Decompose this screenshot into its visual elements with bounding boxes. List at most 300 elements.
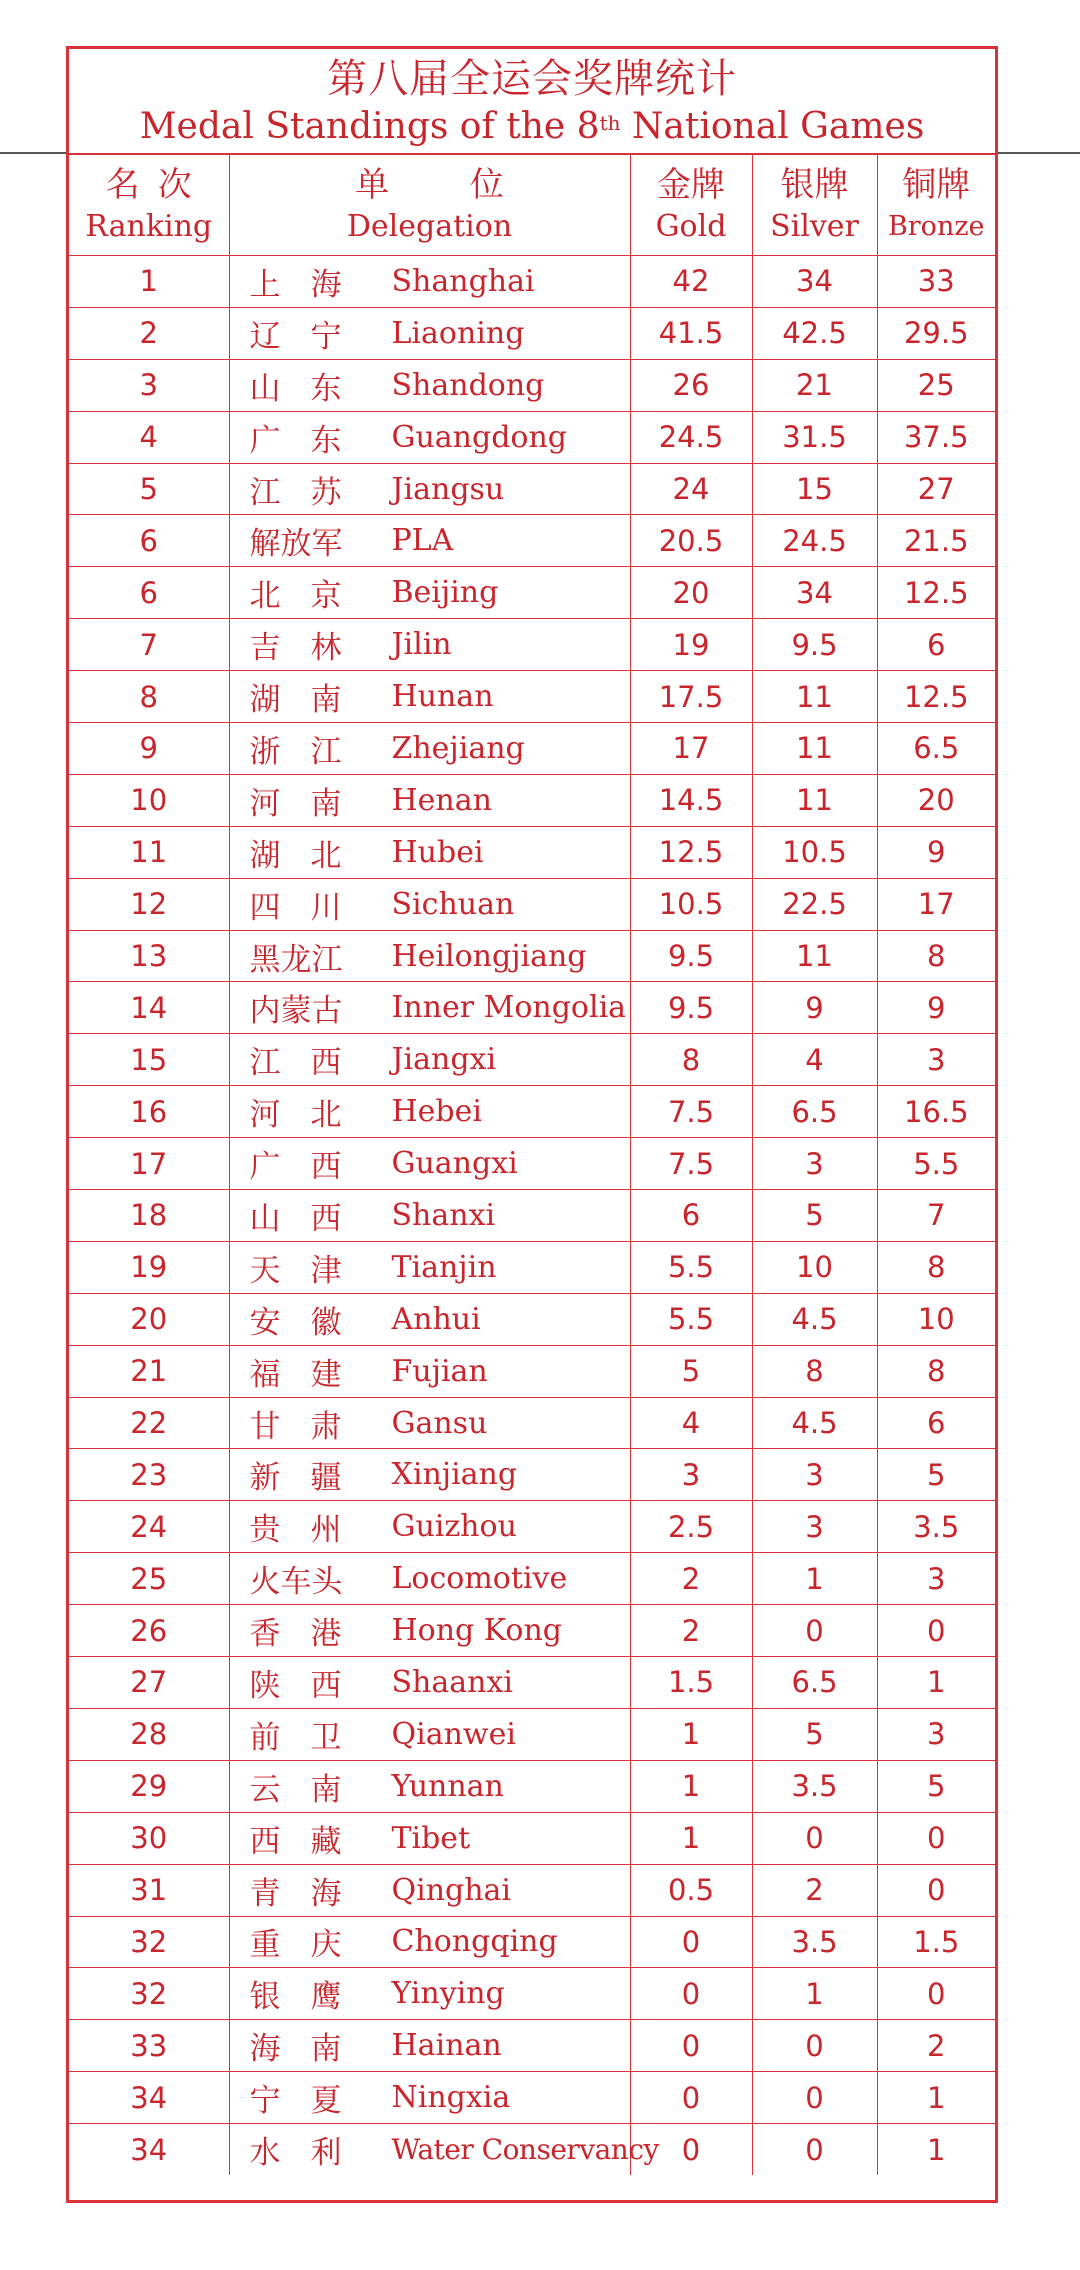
delegation-cell [229,411,630,463]
gold-cell: 0 [630,1916,752,1968]
delegation-chinese: 山 西 [249,1200,342,1237]
delegation-cell [229,1916,630,1968]
gold-cell: 5.5 [630,1241,752,1293]
bronze-cell: 8 [877,930,995,982]
delegation-english: Jilin [391,627,452,663]
table-row [69,1034,995,1086]
silver-cell: 3.5 [752,1760,877,1812]
delegation-chinese: 前 卫 [249,1719,342,1756]
delegation-cell [229,1605,630,1657]
delegation-chinese: 广 西 [249,1149,342,1186]
delegation-english: Tianjin [391,1249,497,1285]
silver-cell: 3 [752,1501,877,1553]
rank-cell: 12 [69,878,229,930]
delegation-cell [229,1397,630,1449]
rank-cell: 21 [69,1345,229,1397]
table-row [69,826,995,878]
silver-cell: 24.5 [752,515,877,567]
delegation-chinese: 天 津 [249,1252,342,1289]
delegation-chinese: 浙 江 [249,733,342,770]
gold-cell: 0 [630,2124,752,2175]
delegation-cell [229,619,630,671]
silver-cell: 11 [752,723,877,775]
rank-cell: 24 [69,1501,229,1553]
rank-cell: 7 [69,619,229,671]
gold-cell: 3 [630,1449,752,1501]
delegation-english: Hong Kong [391,1613,562,1649]
delegation-cell [229,1345,630,1397]
gold-cell: 9.5 [630,982,752,1034]
delegation-english: Guizhou [391,1509,517,1545]
delegation-english: Gansu [391,1405,488,1441]
delegation-chinese: 宁 夏 [249,2083,342,2120]
bronze-cell: 3 [877,1034,995,1086]
silver-cell: 21 [752,359,877,411]
delegation-chinese: 黑龙江 [249,941,343,978]
rank-cell: 6 [69,515,229,567]
delegation-english: Locomotive [391,1561,568,1597]
bronze-cell: 17 [877,878,995,930]
delegation-cell [229,774,630,826]
bronze-cell: 3 [877,1708,995,1760]
delegation-cell [229,1760,630,1812]
bronze-cell: 12.5 [877,671,995,723]
delegation-chinese: 青 海 [249,1875,342,1912]
header-bronze-en: Bronze [887,211,985,242]
rank-cell: 14 [69,982,229,1034]
silver-cell: 11 [752,774,877,826]
medal-table [69,155,995,2175]
gold-cell: 12.5 [630,826,752,878]
delegation-english: Guangxi [391,1146,518,1182]
silver-cell: 4.5 [752,1293,877,1345]
gold-cell: 5 [630,1345,752,1397]
delegation-english: Ningxia [391,2080,511,2116]
silver-cell: 4.5 [752,1397,877,1449]
delegation-chinese: 香 港 [249,1616,342,1653]
bronze-cell: 6.5 [877,723,995,775]
header-ranking-cn: 名次 [105,165,210,205]
table-row [69,1086,995,1138]
bronze-cell: 6 [877,619,995,671]
table-body [69,256,995,2175]
table-row [69,567,995,619]
silver-cell: 4 [752,1034,877,1086]
silver-cell: 3.5 [752,1916,877,1968]
delegation-chinese: 银 鹰 [249,1979,342,2016]
delegation-cell [229,567,630,619]
delegation-english: Inner Mongolia [391,990,627,1026]
rank-cell: 30 [69,1812,229,1864]
delegation-cell [229,2124,659,2175]
rank-cell: 10 [69,774,229,826]
bronze-cell: 5 [877,1449,995,1501]
silver-cell: 9.5 [752,619,877,671]
rank-cell: 18 [69,1190,229,1242]
title-chinese: 第八届全运会奖牌统计 [327,56,737,102]
gold-cell: 20.5 [630,515,752,567]
delegation-chinese: 云 南 [249,1771,342,1808]
gold-cell: 1 [630,1760,752,1812]
rank-cell: 23 [69,1449,229,1501]
delegation-chinese: 安 徽 [249,1304,342,1341]
table-row [69,411,995,463]
header-gold [630,155,752,256]
bronze-cell: 2 [877,2020,995,2072]
delegation-chinese: 吉 林 [249,630,342,667]
table-row [69,1968,995,2020]
delegation-chinese: 陕 西 [249,1667,342,1704]
bronze-cell: 37.5 [877,411,995,463]
bronze-cell: 12.5 [877,567,995,619]
rank-cell: 22 [69,1397,229,1449]
delegation-english: Chongqing [391,1924,558,1960]
gold-cell: 8 [630,1034,752,1086]
bronze-cell: 16.5 [877,1086,995,1138]
silver-cell: 11 [752,930,877,982]
gold-cell: 0 [630,2072,752,2124]
delegation-cell [229,1864,630,1916]
table-row [69,1605,995,1657]
gold-cell: 0.5 [630,1864,752,1916]
header-silver-cn: 银牌 [780,165,849,205]
delegation-cell [229,982,630,1034]
gold-cell: 42 [630,256,752,308]
bronze-cell: 3 [877,1553,995,1605]
delegation-english: Hebei [391,1094,482,1130]
table-row [69,878,995,930]
gold-cell: 10.5 [630,878,752,930]
delegation-chinese: 福 建 [249,1356,342,1393]
rank-cell: 16 [69,1086,229,1138]
delegation-cell [229,826,630,878]
delegation-english: Guangdong [391,419,567,455]
delegation-chinese: 水 利 [249,2135,342,2171]
silver-cell: 34 [752,567,877,619]
delegation-cell [229,1034,630,1086]
delegation-chinese: 新 疆 [249,1460,342,1497]
silver-cell: 6.5 [752,1657,877,1709]
delegation-english: Tibet [391,1820,471,1856]
silver-cell: 0 [752,2124,877,2175]
delegation-chinese: 江 西 [249,1045,342,1082]
delegation-chinese: 火车头 [249,1564,343,1601]
delegation-english: Beijing [391,575,499,611]
delegation-chinese: 辽 宁 [249,318,342,355]
table-row [69,1345,995,1397]
rank-cell: 13 [69,930,229,982]
delegation-cell [229,671,630,723]
table-row [69,671,995,723]
delegation-chinese: 贵 州 [249,1512,342,1549]
delegation-chinese: 西 藏 [249,1823,342,1860]
gold-cell: 24 [630,463,752,515]
header-delegation [229,155,630,256]
delegation-chinese: 河 北 [249,1097,342,1134]
gold-cell: 14.5 [630,774,752,826]
table-row [69,2072,995,2124]
delegation-chinese: 北 京 [249,578,342,615]
silver-cell: 5 [752,1708,877,1760]
table-row [69,982,995,1034]
silver-cell: 34 [752,256,877,308]
rank-cell: 26 [69,1605,229,1657]
silver-cell: 2 [752,1864,877,1916]
header-gold-en: Gold [655,209,727,244]
header-ranking-en: Ranking [85,209,213,244]
delegation-cell [229,1190,630,1242]
delegation-english: Shandong [391,367,545,403]
bronze-cell: 6 [877,1397,995,1449]
table-row [69,1553,995,1605]
delegation-chinese: 海 南 [249,2031,342,2068]
delegation-cell [229,2020,630,2072]
bronze-cell: 1 [877,2072,995,2124]
bronze-cell: 0 [877,1812,995,1864]
bronze-cell: 21.5 [877,515,995,567]
silver-cell: 0 [752,2072,877,2124]
rank-cell: 2 [69,307,229,359]
delegation-chinese: 河 南 [249,785,342,822]
delegation-english: Shanxi [391,1197,496,1233]
bronze-cell: 29.5 [877,307,995,359]
delegation-english: Yunnan [391,1768,504,1804]
table-row [69,1293,995,1345]
delegation-english: Henan [391,782,492,818]
header-bronze [877,155,995,256]
table-row [69,1708,995,1760]
rank-cell: 5 [69,463,229,515]
delegation-english: Sichuan [391,886,515,922]
delegation-english: Water Conservancy [391,2133,659,2166]
silver-cell: 3 [752,1449,877,1501]
table-row [69,463,995,515]
silver-cell: 6.5 [752,1086,877,1138]
rank-cell: 28 [69,1708,229,1760]
bronze-cell: 1 [877,1657,995,1709]
delegation-chinese: 四 川 [249,889,342,926]
table-row [69,774,995,826]
silver-cell: 10 [752,1241,877,1293]
gold-cell: 1 [630,1708,752,1760]
table-row [69,723,995,775]
bronze-cell: 9 [877,982,995,1034]
table-row [69,619,995,671]
rank-cell: 34 [69,2124,229,2175]
delegation-cell [229,1708,630,1760]
delegation-cell [229,256,630,308]
delegation-chinese: 湖 北 [249,837,342,874]
delegation-english: Heilongjiang [391,938,587,974]
delegation-english: Hubei [391,834,484,870]
title-english-main: Medal Standings of the 8 [139,106,600,147]
bronze-cell: 27 [877,463,995,515]
delegation-cell [229,1138,630,1190]
delegation-english: Anhui [391,1301,481,1337]
title-english [69,105,995,149]
delegation-cell [229,1968,630,2020]
delegation-chinese: 山 东 [249,370,342,407]
delegation-english: Fujian [391,1353,488,1389]
table-row [69,1501,995,1553]
rank-cell: 1 [69,256,229,308]
silver-cell: 15 [752,463,877,515]
bronze-cell: 8 [877,1345,995,1397]
delegation-english: Xinjiang [391,1457,518,1493]
delegation-english: Qinghai [391,1872,512,1908]
bronze-cell: 0 [877,1605,995,1657]
bronze-cell: 20 [877,774,995,826]
rank-cell: 29 [69,1760,229,1812]
delegation-english: Liaoning [391,315,525,351]
gold-cell: 19 [630,619,752,671]
bronze-cell: 8 [877,1241,995,1293]
bronze-cell: 3.5 [877,1501,995,1553]
gold-cell: 2 [630,1605,752,1657]
table-row [69,1812,995,1864]
delegation-cell [229,1501,630,1553]
header-delegation-cn: 单 位 [355,165,504,205]
gold-cell: 0 [630,1968,752,2020]
rank-cell: 34 [69,2072,229,2124]
header-ranking [69,155,229,256]
rank-cell: 25 [69,1553,229,1605]
title-english-tail: National Games [620,106,925,147]
delegation-chinese: 上 海 [249,266,342,303]
gold-cell: 4 [630,1397,752,1449]
table-row [69,1241,995,1293]
bronze-cell: 25 [877,359,995,411]
delegation-english: Jiangsu [391,471,505,507]
delegation-english: Yinying [391,1976,505,2012]
rank-cell: 32 [69,1968,229,2020]
delegation-chinese: 广 东 [249,422,342,459]
delegation-english: Hunan [391,679,494,715]
silver-cell: 42.5 [752,307,877,359]
medal-table-document [66,46,998,2203]
silver-cell: 1 [752,1968,877,2020]
rank-cell: 17 [69,1138,229,1190]
delegation-cell [229,307,630,359]
gold-cell: 24.5 [630,411,752,463]
bronze-cell: 33 [877,256,995,308]
delegation-english: Shanghai [391,263,535,299]
title-block [69,49,995,155]
delegation-cell [229,463,630,515]
delegation-cell [229,515,630,567]
title-english-superscript: th [599,111,621,135]
rank-cell: 33 [69,2020,229,2072]
bronze-cell: 7 [877,1190,995,1242]
delegation-chinese: 内蒙古 [249,993,343,1030]
table-row [69,1657,995,1709]
rank-cell: 9 [69,723,229,775]
delegation-chinese: 湖 南 [249,682,342,719]
delegation-cell [229,1449,630,1501]
delegation-english: Jiangxi [391,1042,497,1078]
delegation-english: Hainan [391,2028,502,2064]
silver-cell: 9 [752,982,877,1034]
header-bronze-cn: 铜牌 [902,165,971,205]
table-row [69,1397,995,1449]
table-row [69,2124,995,2175]
rank-cell: 4 [69,411,229,463]
table-row [69,307,995,359]
delegation-cell [229,1086,630,1138]
gold-cell: 41.5 [630,307,752,359]
rank-cell: 19 [69,1241,229,1293]
delegation-cell [229,1241,630,1293]
table-row [69,1864,995,1916]
table-row [69,1760,995,1812]
bronze-cell: 10 [877,1293,995,1345]
table-row [69,256,995,308]
gold-cell: 17 [630,723,752,775]
delegation-english: PLA [391,523,454,559]
rank-cell: 3 [69,359,229,411]
bronze-cell: 9 [877,826,995,878]
gold-cell: 2 [630,1553,752,1605]
delegation-cell [229,1293,630,1345]
delegation-english: Qianwei [391,1716,516,1752]
rank-cell: 6 [69,567,229,619]
delegation-cell [229,878,630,930]
gold-cell: 1 [630,1812,752,1864]
delegation-chinese: 重 庆 [249,1927,342,1964]
rank-cell: 11 [69,826,229,878]
table-row [69,930,995,982]
silver-cell: 10.5 [752,826,877,878]
table-row [69,1138,995,1190]
gold-cell: 2.5 [630,1501,752,1553]
gold-cell: 5.5 [630,1293,752,1345]
silver-cell: 0 [752,1812,877,1864]
rank-cell: 20 [69,1293,229,1345]
bronze-cell: 5.5 [877,1138,995,1190]
header-silver [752,155,877,256]
bronze-cell: 0 [877,1968,995,2020]
bronze-cell: 1.5 [877,1916,995,1968]
gold-cell: 6 [630,1190,752,1242]
silver-cell: 31.5 [752,411,877,463]
delegation-cell [229,723,630,775]
table-row [69,1449,995,1501]
silver-cell: 11 [752,671,877,723]
bronze-cell: 0 [877,1864,995,1916]
rank-cell: 8 [69,671,229,723]
table-row [69,1916,995,1968]
gold-cell: 7.5 [630,1138,752,1190]
header-silver-en: Silver [770,209,859,244]
bronze-cell: 1 [877,2124,995,2175]
gold-cell: 0 [630,2020,752,2072]
rank-cell: 31 [69,1864,229,1916]
rank-cell: 27 [69,1657,229,1709]
delegation-cell [229,1812,630,1864]
gold-cell: 20 [630,567,752,619]
header-gold-cn: 金牌 [657,165,725,205]
silver-cell: 22.5 [752,878,877,930]
gold-cell: 7.5 [630,1086,752,1138]
delegation-cell [229,930,630,982]
rank-cell: 15 [69,1034,229,1086]
table-row [69,515,995,567]
header-row [69,155,995,256]
delegation-cell [229,1553,630,1605]
gold-cell: 9.5 [630,930,752,982]
silver-cell: 0 [752,1605,877,1657]
delegation-english: Zhejiang [391,730,525,766]
